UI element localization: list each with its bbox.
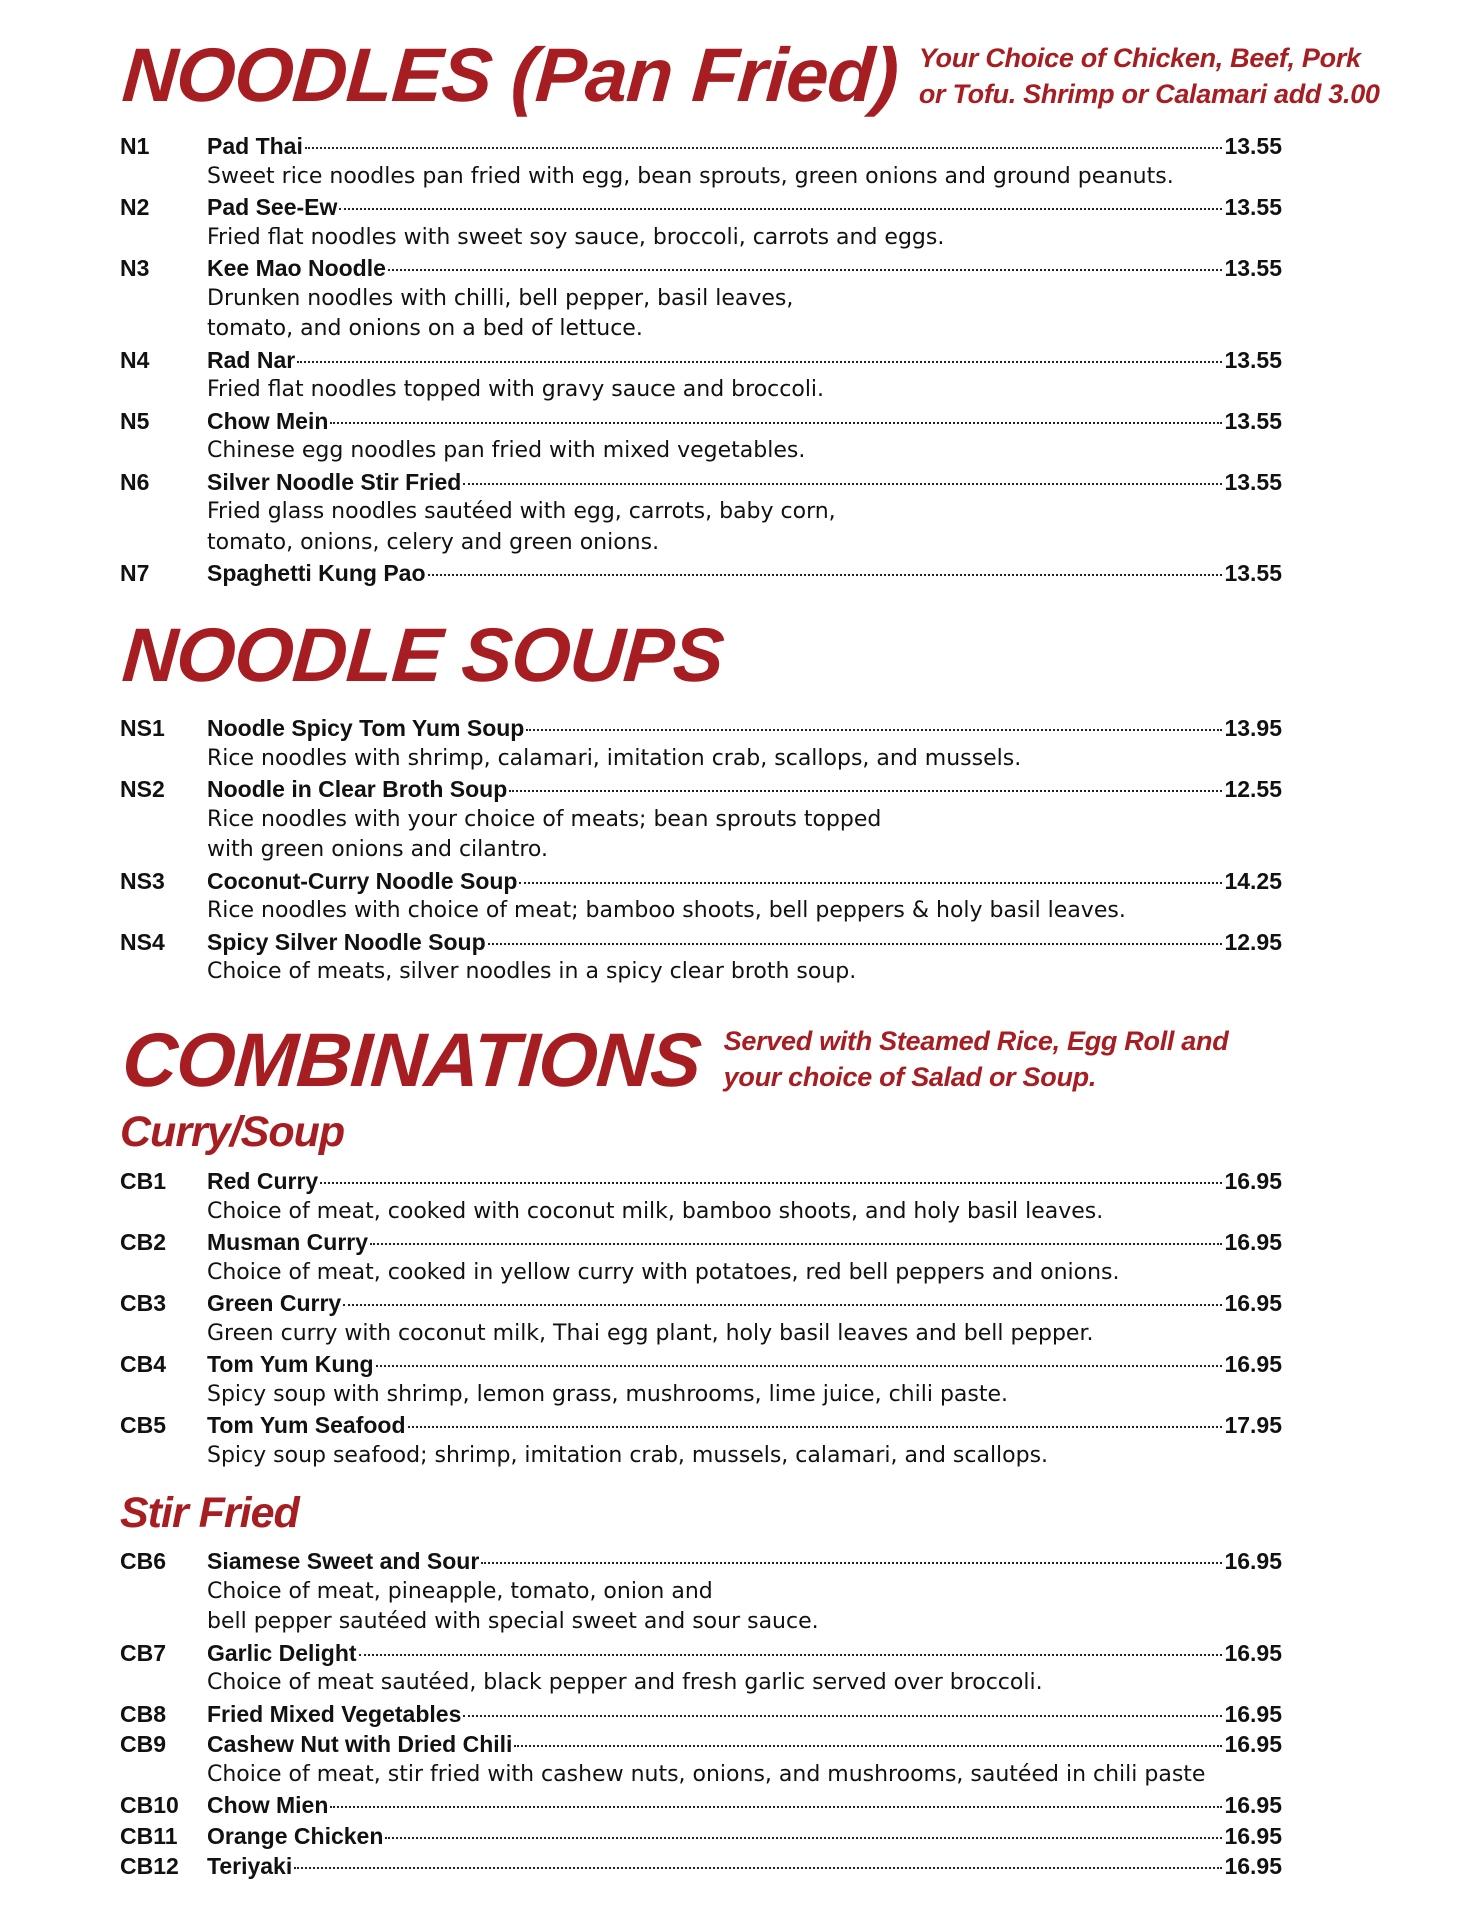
- item-code: N1: [120, 133, 150, 159]
- menu-item-line: [120, 1790, 1282, 1821]
- combinations-tagline-line-2: your choice of Salad or Soup.: [723, 1062, 1097, 1092]
- menu-item-line: [120, 1227, 1282, 1258]
- item-price: 16.95: [1224, 1229, 1282, 1255]
- dot-leader: [330, 422, 1222, 424]
- item-code: CB4: [120, 1351, 167, 1377]
- item-description: Fried flat noodles with sweet soy sauce, broccoli, carrots and eggs.: [207, 224, 945, 250]
- dot-leader: [488, 943, 1223, 945]
- menu-item-line: [120, 1699, 1282, 1730]
- item-code: N3: [120, 255, 150, 281]
- item-code: N6: [120, 468, 150, 495]
- item-description: tomato, onions, celery and green onions.: [207, 529, 660, 555]
- item-price: 12.55: [1224, 776, 1282, 802]
- item-code: NS2: [120, 776, 165, 802]
- combinations-header: [119, 1018, 1229, 1103]
- item-name: Siamese Sweet and Sour: [207, 1548, 480, 1574]
- menu-item: [120, 1410, 1282, 1471]
- menu-item-line: [120, 1349, 1282, 1380]
- item-code: CB6: [120, 1548, 167, 1574]
- item-name: Garlic Delight: [207, 1639, 357, 1666]
- item-description: Rice noodles with shrimp, calamari, imitation crab, scallops, and mussels.: [207, 745, 1022, 771]
- menu-item: [120, 866, 1282, 927]
- item-name: Spicy Silver Noodle Soup: [207, 928, 486, 955]
- item-description: bell pepper sautéed with special sweet and sour sauce.: [207, 1609, 819, 1634]
- item-name: Red Curry: [207, 1168, 319, 1194]
- menu-item-line: [120, 1166, 1282, 1197]
- item-description: Choice of meat, pineapple, tomato, onion and: [207, 1578, 713, 1604]
- item-code: N5: [120, 407, 150, 434]
- item-name: Chow Mein: [207, 407, 329, 434]
- dot-leader: [408, 1426, 1223, 1428]
- menu-item-line: [120, 1638, 1282, 1669]
- item-code: N7: [120, 560, 150, 586]
- item-description: tomato, and onions on a bed of lettuce.: [207, 316, 643, 341]
- item-price: 12.95: [1224, 928, 1282, 955]
- item-description: Drunken noodles with chilli, bell pepper, basil leaves,: [207, 285, 794, 311]
- menu-item-line: [120, 253, 1282, 284]
- menu-item: [120, 1227, 1282, 1288]
- menu-item-line: [120, 774, 1282, 805]
- item-name: Chow Mien: [207, 1792, 329, 1818]
- item-description: Fried glass noodles sautéed with egg, carrots, baby corn,: [207, 499, 836, 524]
- item-description: Sweet rice noodles pan fried with egg, bean sprouts, green onions and ground peanuts.: [207, 163, 1174, 189]
- menu-item-line: [120, 866, 1282, 897]
- menu-item-line: [120, 406, 1282, 437]
- menu-item-line: [120, 131, 1282, 162]
- menu-item: [120, 345, 1282, 406]
- item-code: N2: [120, 194, 150, 220]
- dot-leader: [514, 1745, 1222, 1747]
- item-code: CB7: [120, 1639, 167, 1666]
- item-price: 13.55: [1224, 560, 1282, 586]
- dot-leader: [428, 574, 1223, 576]
- item-code: CB10: [120, 1792, 179, 1818]
- item-description: Spicy soup with shrimp, lemon grass, mushrooms, lime juice, chili paste.: [207, 1381, 1009, 1407]
- dot-leader: [297, 361, 1222, 363]
- dot-leader: [385, 1837, 1222, 1839]
- noodle-soups-header: [119, 613, 726, 698]
- dot-leader: [339, 208, 1222, 210]
- item-code: CB9: [120, 1731, 167, 1757]
- menu-item: [120, 774, 1282, 866]
- menu-item: [120, 1166, 1282, 1227]
- item-description: Rice noodles with choice of meat; bamboo shoots, bell peppers & holy basil leaves.: [207, 898, 1126, 923]
- dot-leader: [388, 269, 1223, 271]
- item-code: CB5: [120, 1412, 167, 1438]
- item-price: 16.95: [1224, 1351, 1282, 1377]
- menu-item-line: [120, 927, 1282, 958]
- menu-item: [120, 1699, 1282, 1730]
- menu-item-line: [120, 713, 1282, 744]
- item-name: Tom Yum Seafood: [207, 1412, 406, 1438]
- noodles-tagline-line-1: Your Choice of Chicken, Beef, Pork: [918, 43, 1361, 73]
- item-price: 16.95: [1224, 1168, 1282, 1194]
- item-name: Noodle Spicy Tom Yum Soup: [207, 715, 525, 741]
- item-name: Teriyaki: [207, 1853, 293, 1879]
- menu-item: [120, 253, 1282, 345]
- menu-item: [120, 1638, 1282, 1699]
- curry-soup-list: [120, 1166, 1282, 1471]
- item-name: Rad Nar: [207, 346, 296, 373]
- menu-item: [120, 927, 1282, 988]
- item-description: Chinese egg noodles pan fried with mixed vegetables.: [207, 438, 806, 463]
- menu-item: [120, 1288, 1282, 1349]
- menu-item-line: [120, 345, 1282, 376]
- item-name: Tom Yum Kung: [207, 1351, 374, 1377]
- item-code: CB3: [120, 1290, 167, 1316]
- noodles-tagline: [919, 40, 1380, 112]
- item-price: 17.95: [1224, 1412, 1282, 1438]
- dot-leader: [509, 790, 1222, 792]
- dot-leader: [294, 1867, 1222, 1869]
- noodles-header: [119, 33, 1380, 118]
- menu-item: [120, 1349, 1282, 1410]
- stir-fried-list: [120, 1546, 1282, 1882]
- item-code: CB8: [120, 1700, 167, 1727]
- noodles-title: NOODLES (Pan Fried): [119, 33, 901, 118]
- item-name: Cashew Nut with Dried Chili: [207, 1731, 513, 1757]
- item-price: 16.95: [1224, 1548, 1282, 1574]
- item-code: CB11: [120, 1822, 178, 1849]
- menu-item: [120, 192, 1282, 253]
- item-price: 13.55: [1224, 133, 1282, 159]
- menu-item: [120, 406, 1282, 467]
- noodle-soups-title: NOODLE SOUPS: [119, 613, 726, 698]
- item-name: Fried Mixed Vegetables: [207, 1700, 462, 1727]
- menu-item: [120, 131, 1282, 192]
- item-name: Silver Noodle Stir Fried: [207, 468, 462, 495]
- menu-item-line: [120, 1851, 1282, 1882]
- menu-item-line: [120, 1729, 1282, 1760]
- item-price: 13.55: [1224, 346, 1282, 373]
- item-description: Green curry with coconut milk, Thai egg plant, holy basil leaves and bell pepper.: [207, 1320, 1094, 1346]
- menu-item-line: [120, 558, 1282, 589]
- item-name: Green Curry: [207, 1290, 342, 1316]
- item-name: Noodle in Clear Broth Soup: [207, 776, 508, 802]
- item-code: N4: [120, 346, 150, 373]
- menu-item: [120, 467, 1282, 559]
- dot-leader: [463, 1715, 1222, 1717]
- item-code: NS3: [120, 867, 165, 894]
- item-description: Fried flat noodles topped with gravy sauce and broccoli.: [207, 377, 825, 402]
- item-price: 16.95: [1224, 1853, 1282, 1879]
- menu-item: [120, 1821, 1282, 1852]
- dot-leader: [359, 1654, 1223, 1656]
- menu-item: [120, 1729, 1282, 1790]
- menu-item-line: [120, 1410, 1282, 1441]
- noodles-list: [120, 131, 1282, 589]
- dot-leader: [526, 729, 1222, 731]
- item-name: Musman Curry: [207, 1229, 369, 1255]
- menu-item-line: [120, 1546, 1282, 1577]
- menu-item-line: [120, 467, 1282, 498]
- item-name: Spaghetti Kung Pao: [207, 560, 426, 586]
- dot-leader: [376, 1365, 1223, 1367]
- item-code: CB12: [120, 1853, 179, 1879]
- item-price: 16.95: [1224, 1822, 1282, 1849]
- item-description: with green onions and cilantro.: [207, 837, 548, 862]
- item-description: Spicy soup seafood; shrimp, imitation crab, mussels, calamari, and scallops.: [207, 1442, 1049, 1468]
- combinations-tagline: [724, 1023, 1229, 1095]
- stir-fried-subtitle: Stir Fried: [120, 1489, 299, 1537]
- item-price: 13.55: [1224, 255, 1282, 281]
- item-price: 16.95: [1224, 1290, 1282, 1316]
- item-description: Choice of meats, silver noodles in a spicy clear broth soup.: [207, 959, 857, 984]
- item-price: 13.95: [1224, 715, 1282, 741]
- dot-leader: [330, 1806, 1222, 1808]
- item-code: CB1: [120, 1168, 167, 1194]
- item-description: Choice of meat sautéed, black pepper and fresh garlic served over broccoli.: [207, 1670, 1043, 1695]
- dot-leader: [320, 1182, 1222, 1184]
- menu-item-line: [120, 1821, 1282, 1852]
- noodles-tagline-line-2: or Tofu. Shrimp or Calamari add 3.00: [918, 79, 1380, 109]
- item-code: NS1: [120, 715, 165, 741]
- item-price: 16.95: [1224, 1700, 1282, 1727]
- menu-item-line: [120, 1288, 1282, 1319]
- item-price: 16.95: [1224, 1792, 1282, 1818]
- menu-item: [120, 1546, 1282, 1638]
- curry-soup-subtitle: Curry/Soup: [120, 1108, 345, 1156]
- item-name: Orange Chicken: [207, 1822, 384, 1849]
- menu-item: [120, 1790, 1282, 1821]
- menu-item-line: [120, 192, 1282, 223]
- item-price: 13.55: [1224, 407, 1282, 434]
- dot-leader: [370, 1243, 1222, 1245]
- dot-leader: [463, 483, 1222, 485]
- item-description: Rice noodles with your choice of meats; bean sprouts topped: [207, 806, 882, 832]
- dot-leader: [343, 1304, 1222, 1306]
- item-price: 16.95: [1224, 1639, 1282, 1666]
- item-price: 14.25: [1224, 867, 1282, 894]
- noodle-soups-list: [120, 713, 1282, 988]
- dot-leader: [305, 147, 1223, 149]
- item-code: NS4: [120, 928, 165, 955]
- item-name: Coconut-Curry Noodle Soup: [207, 867, 518, 894]
- dot-leader: [481, 1562, 1222, 1564]
- item-price: 16.95: [1224, 1731, 1282, 1757]
- item-name: Pad Thai: [207, 133, 303, 159]
- item-price: 13.55: [1224, 468, 1282, 495]
- item-code: CB2: [120, 1229, 167, 1255]
- menu-item: [120, 713, 1282, 774]
- combinations-title: COMBINATIONS: [119, 1018, 704, 1103]
- menu-item: [120, 558, 1282, 589]
- combinations-tagline-line-1: Served with Steamed Rice, Egg Roll and: [723, 1026, 1229, 1056]
- item-name: Pad See-Ew: [207, 194, 338, 220]
- item-description: Choice of meat, cooked in yellow curry with potatoes, red bell peppers and onions.: [207, 1259, 1120, 1285]
- menu-item: [120, 1851, 1282, 1882]
- dot-leader: [519, 882, 1222, 884]
- item-price: 13.55: [1224, 194, 1282, 220]
- item-description: Choice of meat, stir fried with cashew nuts, onions, and mushrooms, sautéed in chili paste: [207, 1761, 1206, 1787]
- item-description: Choice of meat, cooked with coconut milk, bamboo shoots, and holy basil leaves.: [207, 1198, 1104, 1224]
- item-name: Kee Mao Noodle: [207, 255, 386, 281]
